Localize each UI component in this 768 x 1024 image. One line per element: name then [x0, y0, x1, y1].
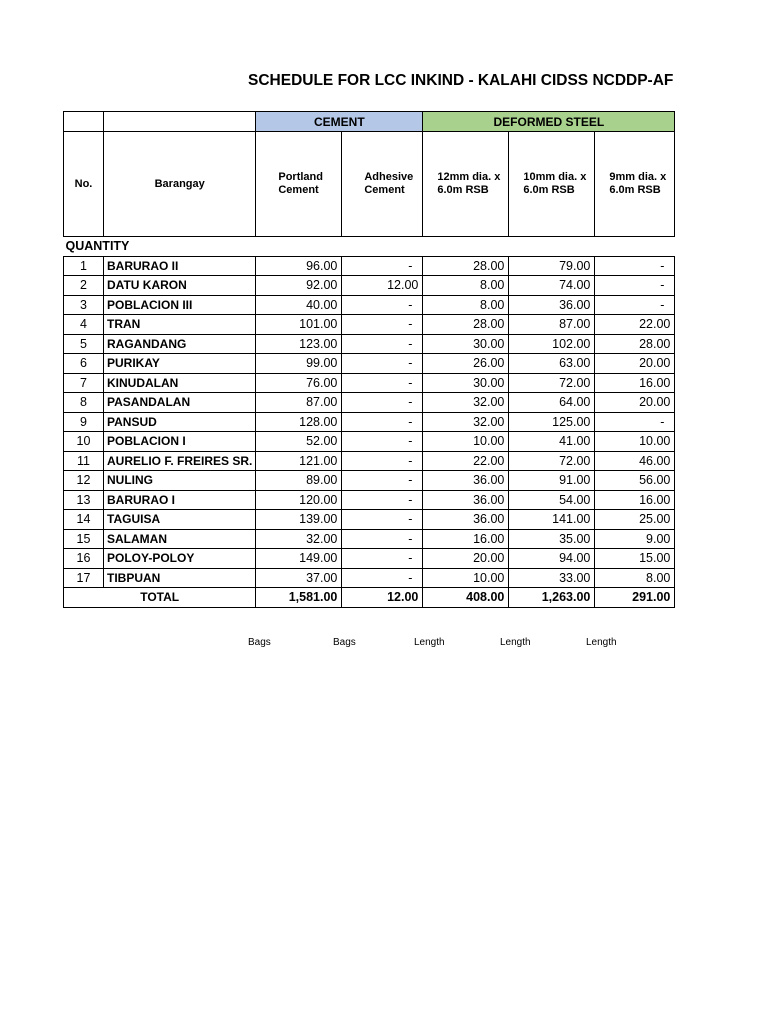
cement-group-header: CEMENT	[256, 112, 423, 132]
cell-adhesive-cement: -	[342, 471, 423, 491]
col-header-10mm-rsb: 10mm dia. x 6.0m RSB	[509, 132, 595, 237]
cell-portland-cement: 120.00	[256, 490, 342, 510]
cell-10mm-rsb: 102.00	[509, 334, 595, 354]
cell-10mm-rsb: 63.00	[509, 354, 595, 374]
cell-9mm-rsb: 10.00	[595, 432, 675, 452]
cell-portland-cement: 139.00	[256, 510, 342, 530]
cell-portland-cement: 89.00	[256, 471, 342, 491]
cell-adhesive-cement: -	[342, 393, 423, 413]
cell-12mm-rsb: 28.00	[423, 256, 509, 276]
cell-12mm-rsb: 10.00	[423, 568, 509, 588]
cell-10mm-rsb: 33.00	[509, 568, 595, 588]
cell-barangay: BARURAO I	[104, 490, 256, 510]
table-row	[64, 256, 675, 276]
cell-10mm-rsb: 35.00	[509, 529, 595, 549]
col-header-portland-cement: Portland Cement	[256, 132, 342, 237]
cell-barangay: RAGANDANG	[104, 334, 256, 354]
cell-barangay: TAGUISA	[104, 510, 256, 530]
cell-12mm-rsb: 30.00	[423, 373, 509, 393]
cell-9mm-rsb: 15.00	[595, 549, 675, 569]
cell-10mm-rsb: 72.00	[509, 451, 595, 471]
table-row	[64, 568, 675, 588]
unit-label: Length	[500, 637, 531, 648]
cell-9mm-rsb: 25.00	[595, 510, 675, 530]
cell-adhesive-cement: -	[342, 549, 423, 569]
document-title: SCHEDULE FOR LCC INKIND - KALAHI CIDSS NCDDP-AF	[248, 72, 674, 89]
cell-no: 5	[64, 334, 104, 354]
cell-barangay: PURIKAY	[104, 354, 256, 374]
cell-no: 13	[64, 490, 104, 510]
cell-barangay: AURELIO F. FREIRES SR.	[104, 451, 256, 471]
cell-no: 12	[64, 471, 104, 491]
cell-barangay: NULING	[104, 471, 256, 491]
cell-barangay: PANSUD	[104, 412, 256, 432]
cell-9mm-rsb: 56.00	[595, 471, 675, 491]
total-rsb12: 408.00	[423, 588, 509, 608]
cell-portland-cement: 92.00	[256, 276, 342, 296]
cell-10mm-rsb: 94.00	[509, 549, 595, 569]
cell-barangay: POLOY-POLOY	[104, 549, 256, 569]
total-rsb9: 291.00	[595, 588, 675, 608]
cell-10mm-rsb: 87.00	[509, 315, 595, 335]
cell-barangay: PASANDALAN	[104, 393, 256, 413]
cell-portland-cement: 99.00	[256, 354, 342, 374]
cell-10mm-rsb: 36.00	[509, 295, 595, 315]
table-row	[64, 276, 675, 296]
cell-no: 17	[64, 568, 104, 588]
cell-9mm-rsb: 8.00	[595, 568, 675, 588]
cell-adhesive-cement: -	[342, 256, 423, 276]
table-row	[64, 354, 675, 374]
cell-10mm-rsb: 74.00	[509, 276, 595, 296]
table-row	[64, 471, 675, 491]
cell-no: 15	[64, 529, 104, 549]
cell-9mm-rsb: -	[595, 256, 675, 276]
cell-adhesive-cement: -	[342, 334, 423, 354]
cell-no: 1	[64, 256, 104, 276]
cell-adhesive-cement: -	[342, 315, 423, 335]
cell-adhesive-cement: -	[342, 529, 423, 549]
cell-portland-cement: 40.00	[256, 295, 342, 315]
cell-9mm-rsb: 16.00	[595, 490, 675, 510]
table-row	[64, 315, 675, 335]
cell-no: 8	[64, 393, 104, 413]
cell-adhesive-cement: -	[342, 490, 423, 510]
quantity-label: QUANTITY	[65, 239, 130, 254]
cell-no: 14	[64, 510, 104, 530]
cell-10mm-rsb: 141.00	[509, 510, 595, 530]
cell-adhesive-cement: -	[342, 451, 423, 471]
table-row	[64, 334, 675, 354]
cell-adhesive-cement: -	[342, 568, 423, 588]
table-row	[64, 549, 675, 569]
cell-10mm-rsb: 64.00	[509, 393, 595, 413]
cell-portland-cement: 96.00	[256, 256, 342, 276]
cell-12mm-rsb: 8.00	[423, 295, 509, 315]
table-row	[64, 412, 675, 432]
col-header-no: No.	[64, 132, 104, 237]
cell-9mm-rsb: 16.00	[595, 373, 675, 393]
cell-10mm-rsb: 125.00	[509, 412, 595, 432]
col-header-barangay: Barangay	[104, 132, 256, 237]
blank-cell	[104, 112, 256, 132]
cell-no: 6	[64, 354, 104, 374]
table-row	[64, 373, 675, 393]
cell-12mm-rsb: 36.00	[423, 471, 509, 491]
blank-cell	[64, 112, 104, 132]
col-header-12mm-rsb: 12mm dia. x 6.0m RSB	[423, 132, 509, 237]
table-row	[64, 490, 675, 510]
cell-adhesive-cement: -	[342, 510, 423, 530]
cell-portland-cement: 123.00	[256, 334, 342, 354]
cell-barangay: POBLACION I	[104, 432, 256, 452]
cell-adhesive-cement: -	[342, 432, 423, 452]
cell-no: 7	[64, 373, 104, 393]
cell-adhesive-cement: -	[342, 373, 423, 393]
cell-12mm-rsb: 30.00	[423, 334, 509, 354]
cell-portland-cement: 76.00	[256, 373, 342, 393]
cell-no: 11	[64, 451, 104, 471]
col-header-adhesive-cement: Adhesive Cement	[342, 132, 423, 237]
cell-9mm-rsb: 22.00	[595, 315, 675, 335]
cell-9mm-rsb: -	[595, 295, 675, 315]
cell-no: 16	[64, 549, 104, 569]
cell-12mm-rsb: 20.00	[423, 549, 509, 569]
deformed-steel-group-header: DEFORMED STEEL	[423, 112, 675, 132]
cell-adhesive-cement: 12.00	[342, 276, 423, 296]
cell-barangay: KINUDALAN	[104, 373, 256, 393]
cell-9mm-rsb: -	[595, 412, 675, 432]
cell-12mm-rsb: 22.00	[423, 451, 509, 471]
cell-portland-cement: 52.00	[256, 432, 342, 452]
cell-10mm-rsb: 91.00	[509, 471, 595, 491]
cell-9mm-rsb: 46.00	[595, 451, 675, 471]
cell-adhesive-cement: -	[342, 354, 423, 374]
table-row	[64, 432, 675, 452]
cell-12mm-rsb: 28.00	[423, 315, 509, 335]
cell-10mm-rsb: 41.00	[509, 432, 595, 452]
cell-barangay: TRAN	[104, 315, 256, 335]
table-row	[64, 510, 675, 530]
cell-portland-cement: 37.00	[256, 568, 342, 588]
unit-label: Length	[586, 637, 617, 648]
total-rsb10: 1,263.00	[509, 588, 595, 608]
cell-12mm-rsb: 36.00	[423, 490, 509, 510]
total-label: TOTAL	[64, 588, 256, 608]
cell-portland-cement: 121.00	[256, 451, 342, 471]
cell-portland-cement: 32.00	[256, 529, 342, 549]
total-row	[64, 588, 675, 608]
cell-9mm-rsb: -	[595, 276, 675, 296]
unit-label: Length	[414, 637, 445, 648]
cell-barangay: DATU KARON	[104, 276, 256, 296]
cell-12mm-rsb: 10.00	[423, 432, 509, 452]
table-row	[64, 393, 675, 413]
cell-10mm-rsb: 79.00	[509, 256, 595, 276]
col-header-9mm-rsb: 9mm dia. x 6.0m RSB	[595, 132, 675, 237]
cell-barangay: BARURAO II	[104, 256, 256, 276]
cell-barangay: POBLACION III	[104, 295, 256, 315]
cell-portland-cement: 149.00	[256, 549, 342, 569]
cell-12mm-rsb: 26.00	[423, 354, 509, 374]
table-row	[64, 295, 675, 315]
unit-label: Bags	[333, 637, 356, 648]
cell-barangay: TIBPUAN	[104, 568, 256, 588]
cell-no: 10	[64, 432, 104, 452]
table-row	[64, 529, 675, 549]
cell-9mm-rsb: 9.00	[595, 529, 675, 549]
cell-12mm-rsb: 16.00	[423, 529, 509, 549]
cell-9mm-rsb: 28.00	[595, 334, 675, 354]
cell-12mm-rsb: 8.00	[423, 276, 509, 296]
cell-portland-cement: 128.00	[256, 412, 342, 432]
table-row	[64, 451, 675, 471]
cell-no: 2	[64, 276, 104, 296]
cell-no: 4	[64, 315, 104, 335]
cell-10mm-rsb: 54.00	[509, 490, 595, 510]
cell-12mm-rsb: 32.00	[423, 393, 509, 413]
cell-9mm-rsb: 20.00	[595, 354, 675, 374]
cell-adhesive-cement: -	[342, 295, 423, 315]
cell-9mm-rsb: 20.00	[595, 393, 675, 413]
cell-portland-cement: 87.00	[256, 393, 342, 413]
total-adhesive: 12.00	[342, 588, 423, 608]
cell-portland-cement: 101.00	[256, 315, 342, 335]
cell-no: 9	[64, 412, 104, 432]
schedule-table	[63, 111, 675, 608]
cell-barangay: SALAMAN	[104, 529, 256, 549]
total-portland: 1,581.00	[256, 588, 342, 608]
unit-label: Bags	[248, 637, 271, 648]
cell-no: 3	[64, 295, 104, 315]
cell-12mm-rsb: 32.00	[423, 412, 509, 432]
cell-adhesive-cement: -	[342, 412, 423, 432]
cell-12mm-rsb: 36.00	[423, 510, 509, 530]
cell-10mm-rsb: 72.00	[509, 373, 595, 393]
